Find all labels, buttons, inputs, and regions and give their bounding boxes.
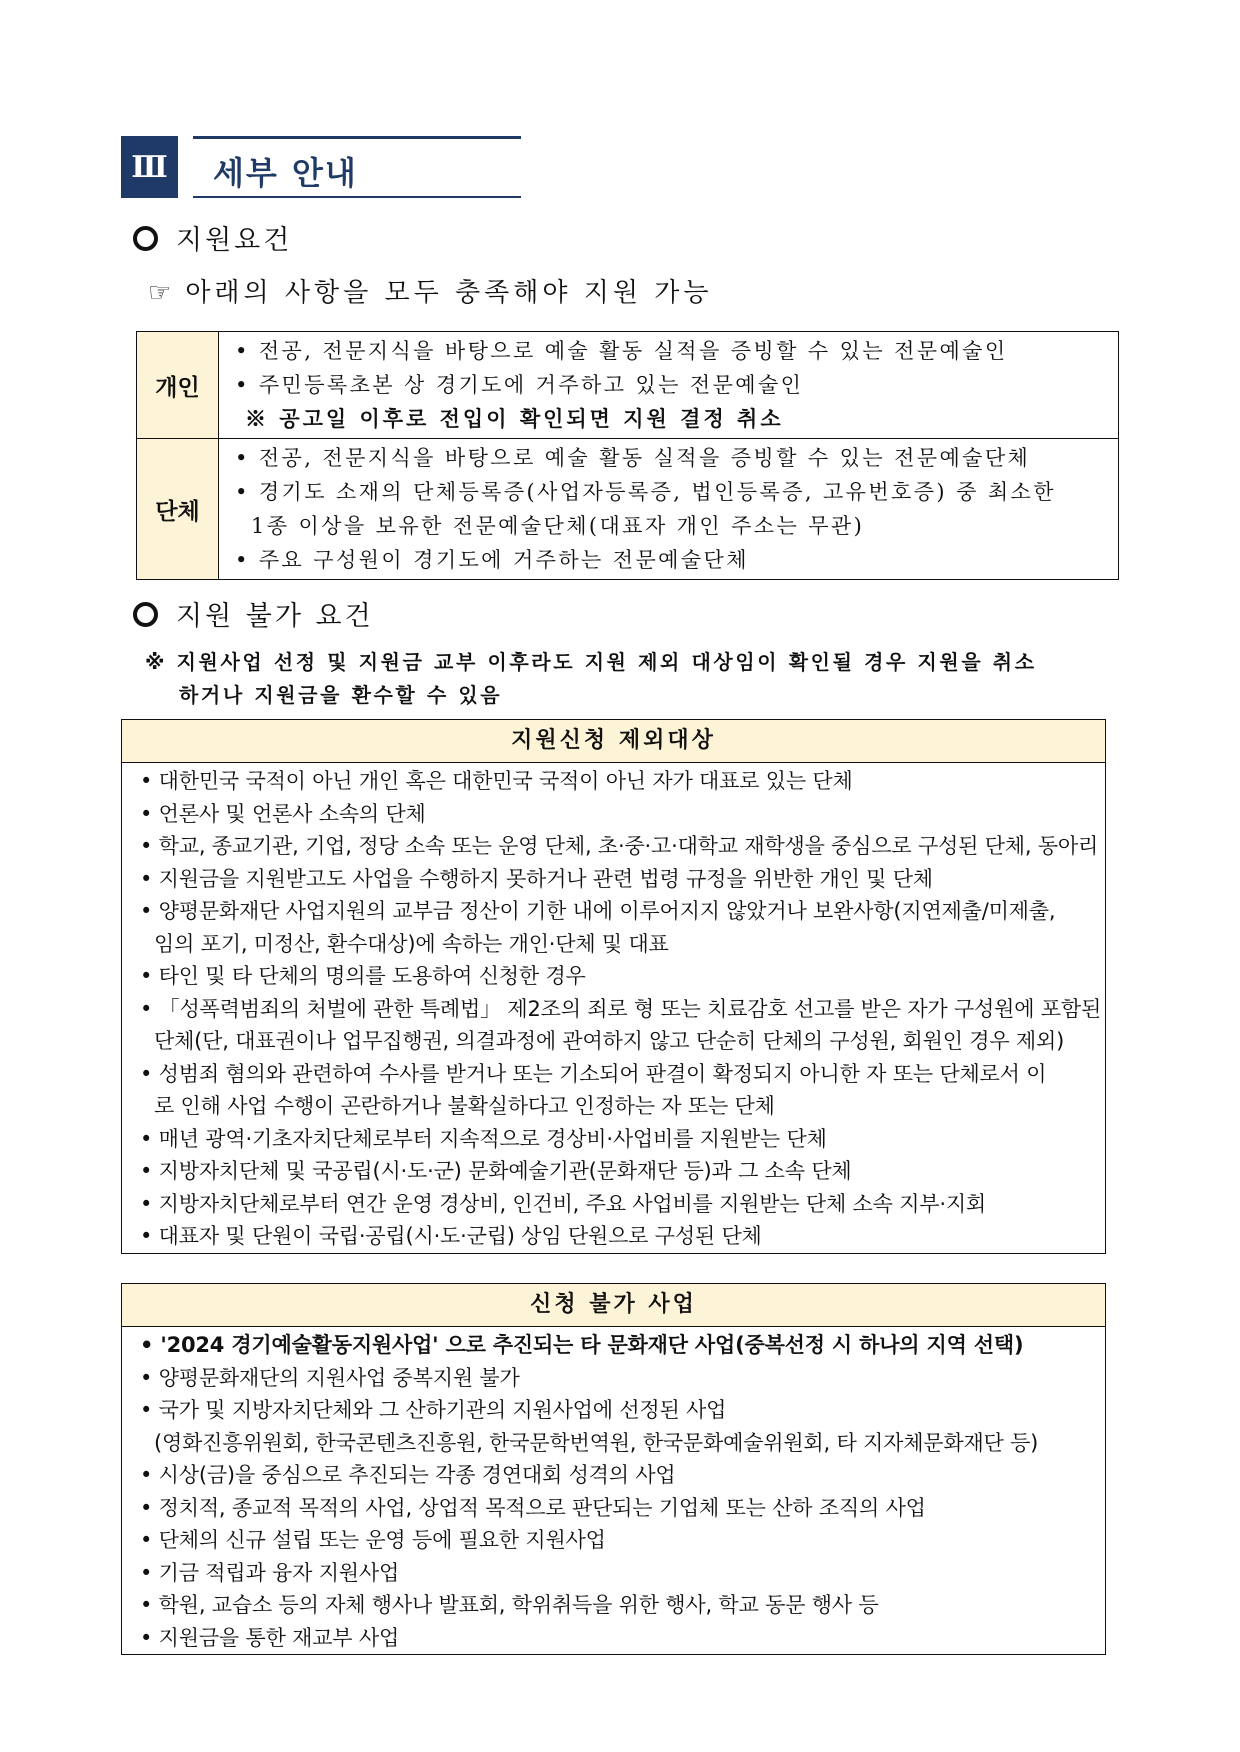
requirements-table <box>136 331 1119 580</box>
section-title: 세부 안내 <box>213 154 358 192</box>
section-header <box>121 136 521 198</box>
eligibility-heading-text: 지원요건 <box>176 225 293 256</box>
list-item: • 타인 및 타 단체의 명의를 도용하여 신청한 경우 <box>140 964 586 988</box>
list-item: • 지원금을 통한 재교부 사업 <box>140 1625 400 1650</box>
ineligibility-heading-text: 지원 불가 요건 <box>176 601 374 632</box>
title-rule-top <box>193 136 521 139</box>
list-item: • 학교, 종교기관, 기업, 정당 소속 또는 운영 단체, 초·중·고·대학교 재학생을 중심으로 구성된 단체, 동아리 <box>140 834 1099 858</box>
group-line: • 주요 구성원이 경기도에 거주하는 전문예술단체 <box>235 548 749 572</box>
list-item: • 지원금을 지원받고도 사업을 수행하지 못하거나 관련 법령 규정을 위반한 개인 및 단체 <box>140 866 933 891</box>
list-item: 임의 포기, 미정산, 환수대상)에 속하는 개인·단체 및 대표 <box>154 931 669 956</box>
list-item: • 언론사 및 언론사 소속의 단체 <box>140 801 426 826</box>
individual-line: • 주민등록초본 상 경기도에 거주하고 있는 전문예술인 <box>235 373 804 397</box>
individual-label: 개인 <box>137 332 219 439</box>
group-label: 단체 <box>137 439 219 580</box>
list-item: • 대한민국 국적이 아닌 개인 혹은 대한민국 국적이 아닌 자가 대표로 있는 단체 <box>140 769 853 793</box>
list-item: • 정치적, 종교적 목적의 사업, 상업적 목적으로 판단되는 기업체 또는 산하 조직의 사업 <box>140 1495 926 1520</box>
ineligible-projects-box <box>121 1283 1106 1655</box>
list-item: • 지방자치단체 및 국공립(시·도·군) 문화예술기관(문화재단 등)과 그 소속 단체 <box>140 1159 852 1183</box>
list-item: • 시상(금)을 중심으로 추진되는 각종 경연대회 성격의 사업 <box>140 1463 676 1487</box>
group-content <box>219 439 1119 580</box>
individual-content <box>219 332 1119 439</box>
list-item: • 단체의 신규 설립 또는 운영 등에 필요한 지원사업 <box>140 1528 606 1552</box>
ineligible-projects-list <box>122 1327 1105 1654</box>
individual-row <box>137 332 1119 439</box>
list-item: 로 인해 사업 수행이 곤란하거나 불확실하다고 인정하는 자 또는 단체 <box>154 1094 775 1118</box>
hollow-circle-icon <box>133 226 158 251</box>
list-item: (영화진흥위원회, 한국콘텐츠진흥원, 한국문학번역원, 한국문화예술위원회, 타 지자체문화재단 등) <box>154 1430 1039 1455</box>
list-item: • 양평문화재단 사업지원의 교부금 정산이 기한 내에 이루어지지 않았거나 보완사항(지연제출/미제출, <box>140 899 1056 923</box>
eligibility-subnote <box>148 272 713 309</box>
ineligibility-heading <box>133 594 374 633</box>
list-item: • 학원, 교습소 등의 자체 행사나 발표회, 학위취득을 위한 행사, 학교 동문 행사 등 <box>140 1593 879 1617</box>
group-line: • 전공, 전문지식을 바탕으로 예술 활동 실적을 증빙할 수 있는 전문예술단체 <box>235 446 1031 470</box>
excluded-applicants-title: 지원신청 제외대상 <box>122 720 1105 763</box>
hollow-circle-icon <box>133 602 158 627</box>
ineligibility-notice <box>145 646 1135 712</box>
eligibility-subnote-text: 아래의 사항을 모두 충족해야 지원 가능 <box>185 278 713 308</box>
list-item: • '2024 경기예술활동지원사업' 으로 추진되는 타 문화재단 사업(중복선정 시 하나의 지역 선택) <box>140 1333 1024 1357</box>
section-title-wrap <box>193 136 521 198</box>
list-item: • 지방자치단체로부터 연간 운영 경상비, 인건비, 주요 사업비를 지원받는 단체 소속 지부·지회 <box>140 1191 987 1216</box>
ineligible-projects-title: 신청 불가 사업 <box>122 1284 1105 1327</box>
excluded-applicants-list <box>122 763 1105 1253</box>
individual-line: • 전공, 전문지식을 바탕으로 예술 활동 실적을 증빙할 수 있는 전문예술인 <box>235 339 1008 363</box>
notice-line: ※ 지원사업 선정 및 지원금 교부 이후라도 지원 제외 대상임이 확인될 경우 지원을 취소 <box>145 650 1037 674</box>
list-item: 단체(단, 대표권이나 업무집행권, 의결과정에 관여하지 않고 단순히 단체의 구성원, 회원인 경우 제외) <box>154 1029 1065 1053</box>
section-numeral: Ⅲ <box>121 136 178 198</box>
list-item: • 국가 및 지방자치단체와 그 산하기관의 지원사업에 선정된 사업 <box>140 1398 727 1422</box>
list-item: • 기금 적립과 융자 지원사업 <box>140 1560 400 1585</box>
group-row <box>137 439 1119 580</box>
title-rule-bottom <box>193 196 521 198</box>
group-line: • 경기도 소재의 단체등록증(사업자등록증, 법인등록증, 고유번호증) 중 최소한 <box>235 480 1056 504</box>
list-item: • 양평문화재단의 지원사업 중복지원 불가 <box>140 1365 520 1390</box>
notice-line: 하거나 지원금을 환수할 수 있음 <box>179 683 503 707</box>
individual-notice: ※ 공고일 이후로 전입이 확인되면 지원 결정 취소 <box>245 406 784 431</box>
pointing-hand-icon: ☞ <box>148 278 176 308</box>
list-item: • 매년 광역·기초자치단체로부터 지속적으로 경상비·사업비를 지원받는 단체 <box>140 1126 827 1151</box>
group-line: 1종 이상을 보유한 전문예술단체(대표자 개인 주소는 무관) <box>251 514 865 538</box>
list-item: • 「성폭력범죄의 처벌에 관한 특례법」 제2조의 죄로 형 또는 치료감호 선고를 받은 자가 구성원에 포함된 <box>140 996 1102 1021</box>
list-item: • 성범죄 혐의와 관련하여 수사를 받거나 또는 기소되어 판결이 확정되지 아니한 자 또는 단체로서 이 <box>140 1061 1047 1086</box>
excluded-applicants-box <box>121 719 1106 1254</box>
eligibility-heading <box>133 218 292 257</box>
list-item: • 대표자 및 단원이 국립·공립(시·도·군립) 상임 단원으로 구성된 단체 <box>140 1224 762 1248</box>
